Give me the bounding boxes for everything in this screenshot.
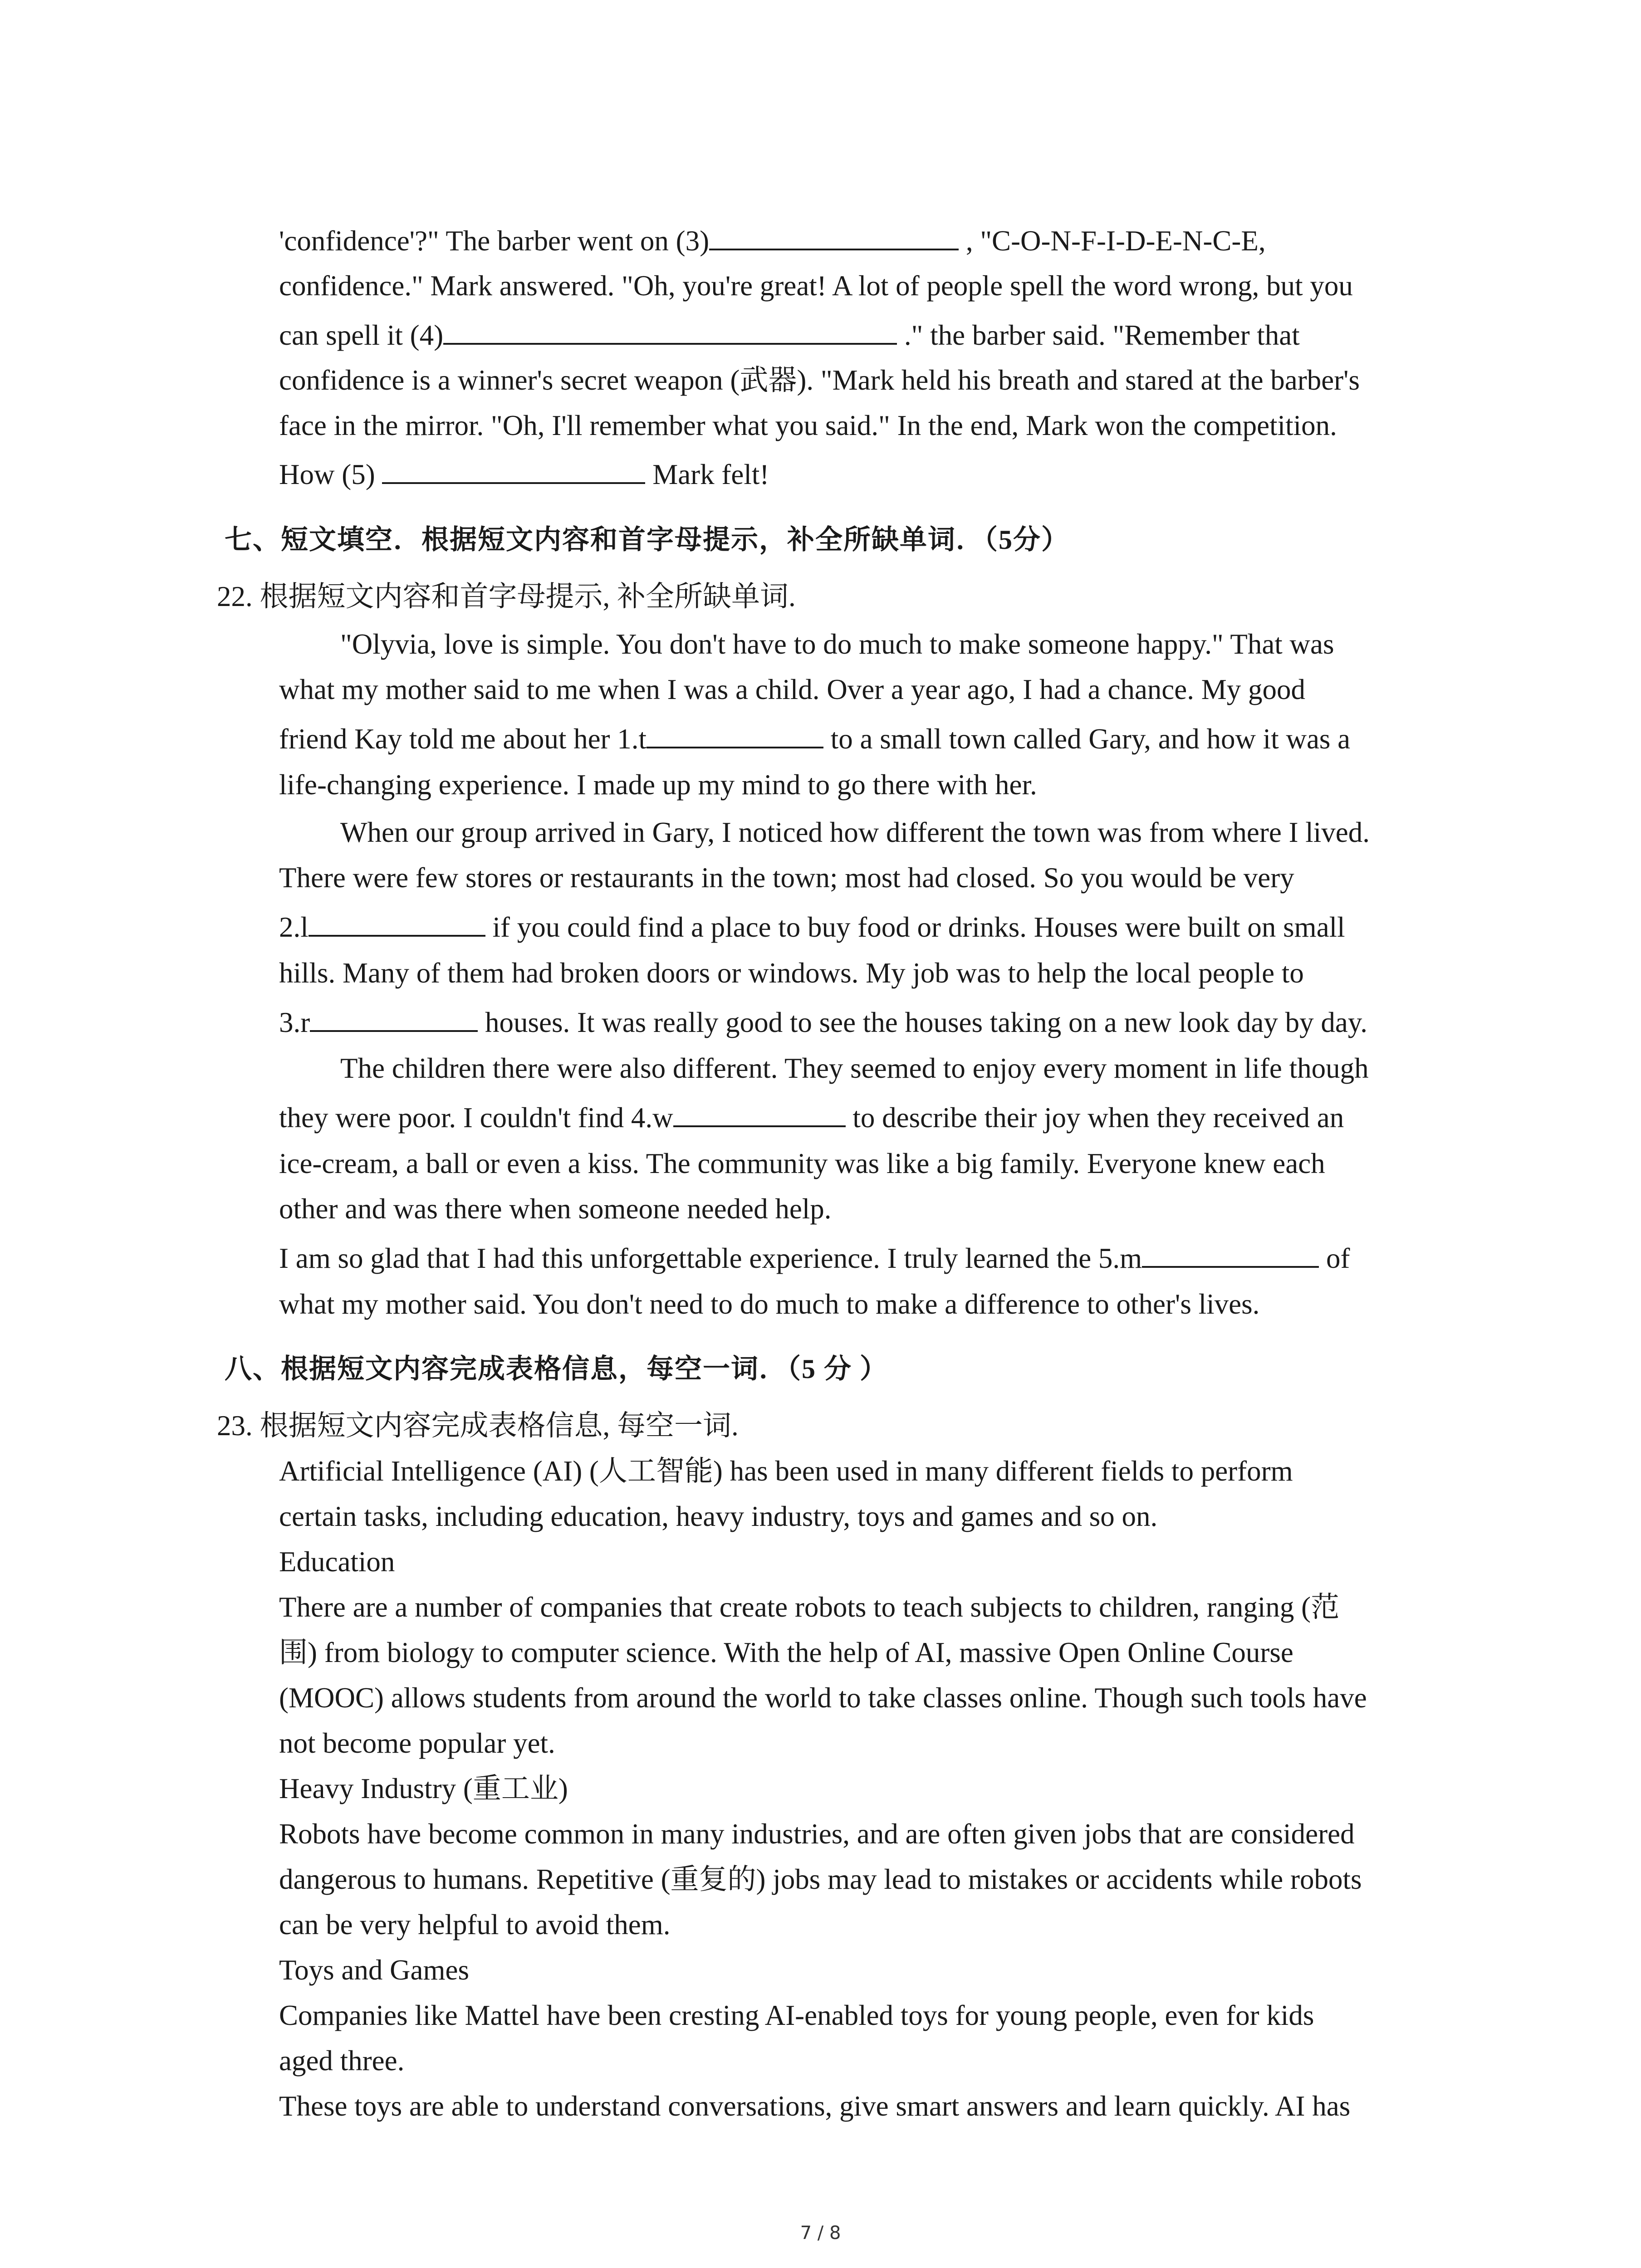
passage-line: There are a number of companies that create robots to teach subjects to children, ranging (范 bbox=[279, 1591, 1340, 1623]
passage-subheading: Education bbox=[279, 1546, 395, 1578]
page-number: 7 / 8 bbox=[800, 2223, 841, 2244]
passage-line: The children there were also different. They seemed to enjoy every moment in life though bbox=[340, 1052, 1369, 1084]
passage-line: Artificial Intelligence (AI) (人工智能) has been used in many different fields to perform bbox=[279, 1455, 1293, 1487]
answer-blank-3[interactable] bbox=[709, 222, 959, 250]
passage-line: 'confidence'?" The barber went on (3) , "C-O-N-F-I-D-E-N-C-E, bbox=[279, 222, 1266, 259]
passage-line: ice-cream, a ball or even a kiss. The community was like a big family. Everyone knew each bbox=[279, 1148, 1325, 1179]
answer-blank-5[interactable] bbox=[1142, 1240, 1319, 1268]
passage-line: other and was there when someone needed help. bbox=[279, 1193, 832, 1225]
passage-line: Robots have become common in many industries, and are often given jobs that are considered bbox=[279, 1818, 1355, 1850]
passage-line: "Olyvia, love is simple. You don't have to do much to make someone happy." That was bbox=[340, 628, 1334, 660]
passage-line: certain tasks, including education, heavy industry, toys and games and so on. bbox=[279, 1501, 1158, 1532]
answer-blank-5[interactable] bbox=[382, 456, 645, 484]
passage-subheading: Toys and Games bbox=[279, 1954, 470, 1986]
passage-line: 围) from biology to computer science. With the help of AI, massive Open Online Course bbox=[279, 1637, 1293, 1668]
passage-line: How (5) Mark felt! bbox=[279, 456, 769, 493]
passage-line: face in the mirror. "Oh, I'll remember what you said." In the end, Mark won the competition. bbox=[279, 410, 1337, 441]
passage-line: (MOOC) allows students from around the world to take classes online. Though such tools have bbox=[279, 1682, 1367, 1714]
section-heading: 七、短文填空．根据短文内容和首字母提示，补全所缺单词．（5分） bbox=[225, 525, 1069, 555]
passage-line: life-changing experience. I made up my mind to go there with her. bbox=[279, 769, 1037, 801]
passage-line: aged three. bbox=[279, 2045, 405, 2077]
passage-subheading: Heavy Industry (重工业) bbox=[279, 1773, 568, 1804]
passage-line: they were poor. I couldn't find 4.w to describe their joy when they received an bbox=[279, 1099, 1344, 1136]
passage-line: dangerous to humans. Repetitive (重复的) jobs may lead to mistakes or accidents while robots bbox=[279, 1863, 1362, 1895]
answer-blank-1[interactable] bbox=[647, 720, 823, 748]
passage-line: 2.l if you could find a place to buy food or drinks. Houses were built on small bbox=[279, 909, 1345, 945]
answer-blank-3[interactable] bbox=[310, 1004, 478, 1032]
passage-line: Companies like Mattel have been cresting AI-enabled toys for young people, even for kids bbox=[279, 1999, 1314, 2031]
answer-blank-4[interactable] bbox=[673, 1099, 846, 1127]
section-heading: 八、根据短文内容完成表格信息，每空一词．（5 分 ） bbox=[225, 1354, 888, 1384]
passage-line: what my mother said to me when I was a child. Over a year ago, I had a chance. My good bbox=[279, 674, 1306, 705]
passage-line: what my mother said. You don't need to do much to make a difference to other's lives. bbox=[279, 1288, 1260, 1320]
question-prompt: 22. 根据短文内容和首字母提示, 补全所缺单词. bbox=[217, 581, 796, 612]
passage-line: I am so glad that I had this unforgettable experience. I truly learned the 5.m of bbox=[279, 1240, 1350, 1276]
question-prompt: 23. 根据短文内容完成表格信息, 每空一词. bbox=[217, 1410, 739, 1442]
passage-line: These toys are able to understand conversations, give smart answers and learn quickly. AI has bbox=[279, 2090, 1351, 2122]
answer-blank-2[interactable] bbox=[309, 909, 485, 937]
passage-line: not become popular yet. bbox=[279, 1727, 555, 1759]
passage-line: can spell it (4) ." the barber said. "Remember that bbox=[279, 317, 1300, 353]
passage-line: There were few stores or restaurants in the town; most had closed. So you would be very bbox=[279, 862, 1294, 894]
passage-line: confidence is a winner's secret weapon (武器). "Mark held his breath and stared at the barber's bbox=[279, 364, 1360, 396]
passage-line: When our group arrived in Gary, I noticed how different the town was from where I lived. bbox=[340, 816, 1370, 848]
passage-line: 3.r houses. It was really good to see the houses taking on a new look day by day. bbox=[279, 1004, 1367, 1041]
passage-line: friend Kay told me about her 1.t to a small town called Gary, and how it was a bbox=[279, 720, 1350, 757]
passage-line: can be very helpful to avoid them. bbox=[279, 1909, 671, 1941]
answer-blank-4[interactable] bbox=[443, 317, 897, 345]
passage-line: hills. Many of them had broken doors or windows. My job was to help the local people to bbox=[279, 957, 1304, 989]
passage-line: confidence." Mark answered. "Oh, you're great! A lot of people spell the word wrong, but you bbox=[279, 270, 1353, 302]
